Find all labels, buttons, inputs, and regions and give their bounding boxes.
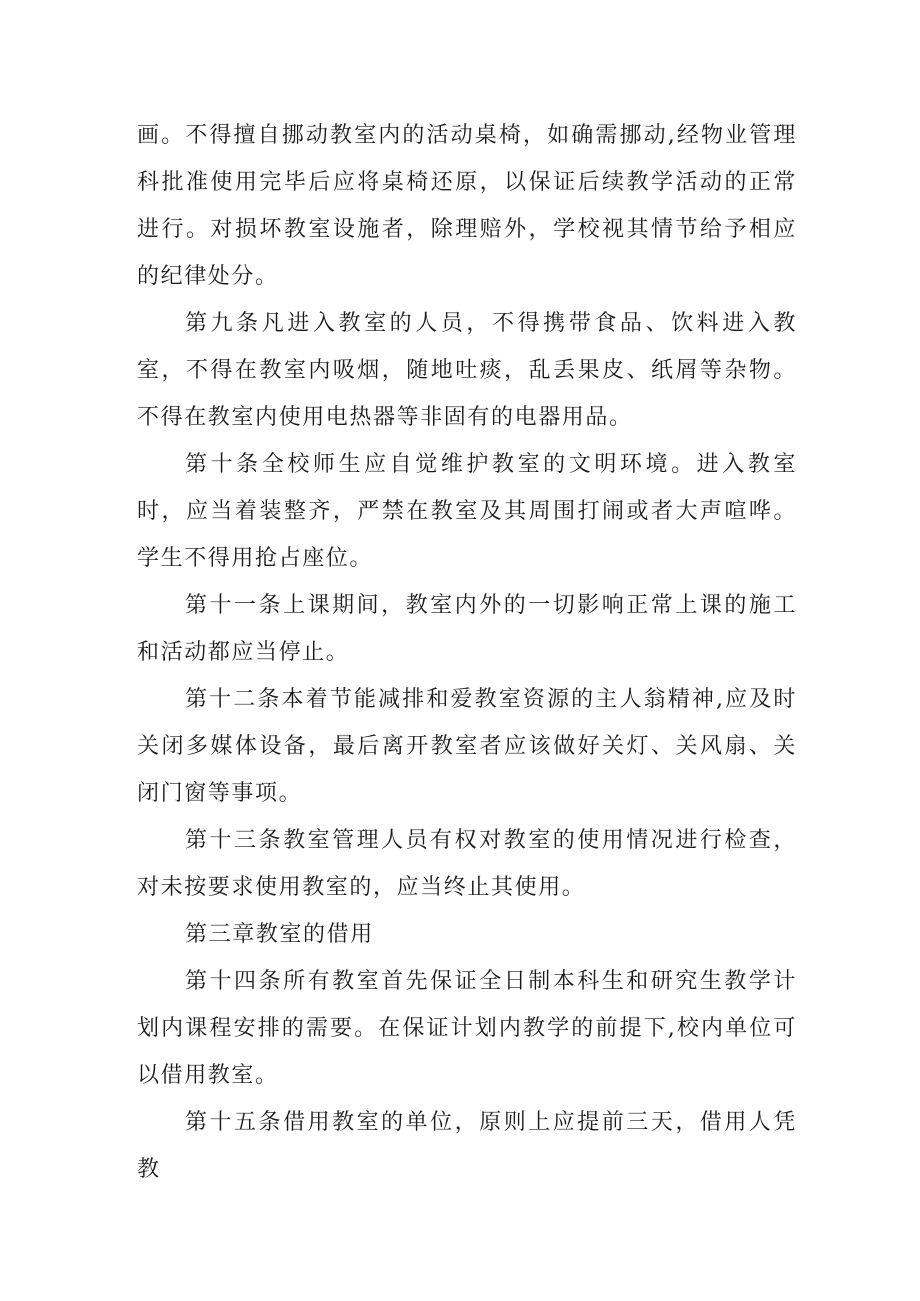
chapter-3-heading: 第三章教室的借用 bbox=[185, 922, 374, 947]
paragraph-article-10: 第十条全校师生应自觉维护教室的文明环境。进入教室时，应当着装整齐，严禁在教室及其周围打闹或者大声喧哗。学生不得用抢占座位。 bbox=[137, 452, 797, 571]
paragraph-article-12: 第十二条本着节能减排和爱教室资源的主人翁精神,应及时关闭多媒体设备，最后离开教室者应该做好关灯、关风扇、关闭门窗等事项。 bbox=[137, 687, 797, 806]
paragraph-article-15: 第十五条借用教室的单位，原则上应提前三天，借用人凭教 bbox=[137, 1110, 797, 1182]
paragraph-article-11: 第十一条上课期间，教室内外的一切影响正常上课的施工和活动都应当停止。 bbox=[137, 593, 797, 665]
paragraph-continuation: 画。不得擅自挪动教室内的活动桌椅，如确需挪动,经物业管理科批准使用完毕后应将桌椅还原，以保证后续教学活动的正常进行。对损坏教室设施者，除理赔外，学校视其情节给予相应的纪律处分。 bbox=[137, 123, 797, 289]
paragraph-article-14: 第十四条所有教室首先保证全日制本科生和研究生教学计划内课程安排的需要。在保证计划内教学的前提下,校内单位可以借用教室。 bbox=[137, 969, 797, 1088]
paragraph-article-13: 第十三条教室管理人员有权对教室的使用情况进行检查，对未按要求使用教室的，应当终止其使用。 bbox=[137, 828, 797, 900]
paragraph-article-9: 第九条凡进入教室的人员，不得携带食品、饮料进入教室，不得在教室内吸烟，随地吐痰，乱丢果皮、纸屑等杂物。不得在教室内使用电热器等非固有的电器用品。 bbox=[137, 311, 797, 430]
document-body bbox=[137, 112, 797, 1193]
